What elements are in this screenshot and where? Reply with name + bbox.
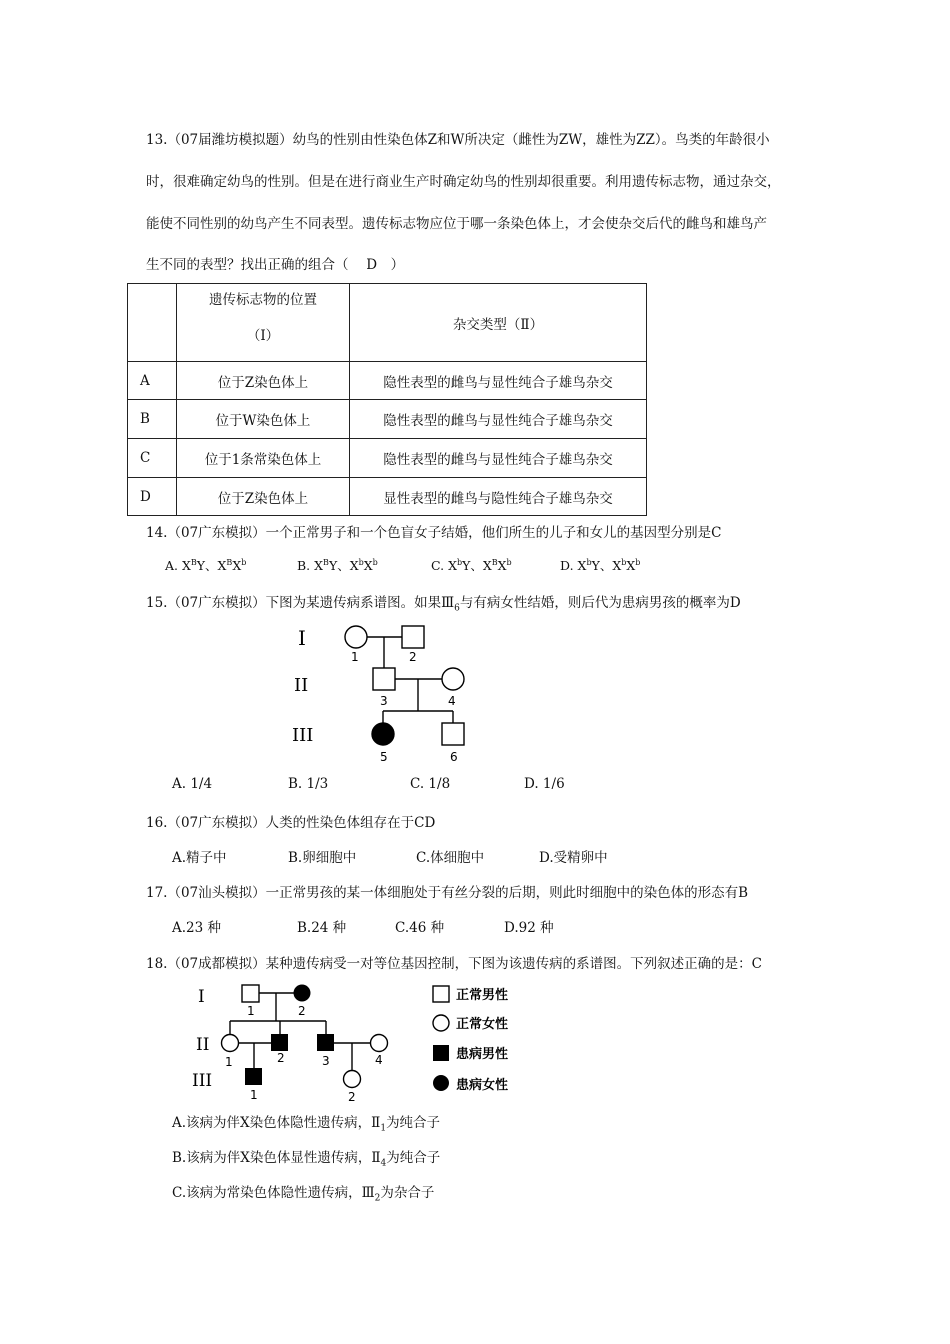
svg-text:6: 6 (450, 750, 458, 764)
q18-option-a: A.该病为伴X染色体隐性遗传病，$Ⅱ_1$为纯合子 (172, 1115, 441, 1134)
svg-text:1: 1 (250, 1088, 258, 1102)
pedigree-legend (433, 986, 508, 1093)
q15-stem: 15.（07广东模拟）下图为某遗传病系谱图。如果$Ⅲ_6$与有病女性结婚，则后代为患病男孩的概率为D (146, 595, 741, 614)
male-iii-6 (442, 723, 464, 745)
q17-stem: 17.（07汕头模拟）一正常男孩的某一体细胞处于有丝分裂的后期，则此时细胞中的染色体的形态有B (146, 885, 749, 901)
q15-option-a: A. 1/4 (172, 776, 213, 792)
q17-option-b: B.24 种 (297, 920, 347, 936)
svg-text:3: 3 (380, 694, 388, 708)
generation-label-iii: III (292, 725, 314, 746)
normal-male-legend-icon (433, 986, 449, 1002)
affected-female-legend-icon (433, 1075, 449, 1091)
q16-option-a: A.精子中 (172, 850, 227, 866)
q13-table (127, 283, 647, 516)
q14-option-d: D. $X^bY$、$X^bX^b$ (560, 557, 641, 573)
svg-text:2: 2 (409, 650, 417, 664)
q13-line3: 能使不同性别的幼鸟产生不同表型。遗传标志物应位于哪一条染色体上，才会使杂交后代的雌鸟和雄鸟产 (146, 216, 767, 232)
q18-option-c: C.该病为常染色体隐性遗传病，$Ⅲ_2$为杂合子 (172, 1185, 435, 1204)
affected-male-ii-2 (271, 1034, 288, 1051)
q14-option-c: C. $X^bY$、$X^BX^b$ (431, 557, 512, 573)
table-row: C 位于1条常染色体上 隐性表型的雌鸟与显性纯合子雄鸟杂交 (128, 439, 647, 478)
female-i-1 (345, 626, 367, 648)
svg-text:2: 2 (277, 1051, 285, 1065)
legend-affected-male: 患病男性 (456, 1047, 509, 1062)
affected-male-ii-3 (317, 1034, 334, 1051)
generation-label-i: I (298, 626, 306, 650)
q15-option-b: B. 1/3 (288, 776, 329, 792)
normal-male-i-1 (242, 985, 259, 1002)
q16-option-d: D.受精卵中 (539, 850, 608, 866)
svg-text:4: 4 (448, 694, 456, 708)
q15-option-d: D. 1/6 (524, 776, 565, 792)
q18-stem: 18.（07成都模拟）某种遗传病受一对等位基因控制，下图为该遗传病的系谱图。下列叙述正确的是：C (146, 956, 762, 972)
generation-label-ii: II (196, 1035, 210, 1055)
normal-female-ii-1 (222, 1035, 239, 1052)
table-row: A 位于Z染色体上 隐性表型的雌鸟与显性纯合子雄鸟杂交 (128, 362, 647, 400)
svg-text:3: 3 (322, 1054, 330, 1068)
affected-female-i-2 (294, 985, 311, 1002)
svg-text:2: 2 (298, 1004, 306, 1018)
table-header-position: 遗传标志物的位置 （Ⅰ） (177, 284, 350, 362)
svg-text:5: 5 (380, 750, 388, 764)
affected-female-iii-5 (372, 723, 394, 745)
male-ii-3 (373, 668, 395, 690)
q17-option-d: D.92 种 (504, 920, 554, 936)
legend-normal-male: 正常男性 (456, 988, 509, 1003)
svg-text:1: 1 (247, 1004, 255, 1018)
q18-option-b: B.该病为伴X染色体显性遗传病，$Ⅱ_4$为纯合子 (172, 1150, 441, 1169)
normal-female-legend-icon (433, 1015, 449, 1031)
male-i-2 (402, 626, 424, 648)
q17-option-a: A.23 种 (172, 920, 222, 936)
q16-option-c: C.体细胞中 (416, 850, 485, 866)
q13-line1: 13.（07届潍坊模拟题）幼鸟的性别由性染色体Z和W所决定（雌性为ZW，雄性为ZZ）。鸟类的年龄很小 (146, 132, 770, 148)
q13-line2: 时，很难确定幼鸟的性别。但是在进行商业生产时确定幼鸟的性别却很重要。利用遗传标志物，通过杂交， (146, 174, 781, 190)
female-ii-4 (442, 668, 464, 690)
q14-option-b: B. $X^BY$、$X^bX^b$ (297, 557, 378, 573)
legend-affected-female: 患病女性 (456, 1078, 509, 1093)
svg-text:1: 1 (225, 1055, 233, 1069)
table-header-cross-type: 杂交类型（Ⅱ） (350, 284, 647, 362)
q15-option-c: C. 1/8 (410, 776, 451, 792)
pedigree-chart-q15 (280, 615, 500, 770)
q17-option-c: C.46 种 (395, 920, 445, 936)
table-header-blank (128, 284, 177, 362)
q14-stem: 14.（07广东模拟）一个正常男子和一个色盲女子结婚，他们所生的儿子和女儿的基因型分别是C (146, 525, 722, 541)
table-row: B 位于W染色体上 隐性表型的雌鸟与显性纯合子雄鸟杂交 (128, 400, 647, 439)
normal-female-iii-2 (344, 1071, 361, 1088)
generation-label-ii: II (294, 675, 309, 696)
q16-option-b: B.卵细胞中 (288, 850, 357, 866)
table-row: D 位于Z染色体上 显性表型的雌鸟与隐性纯合子雄鸟杂交 (128, 478, 647, 516)
generation-label-i: I (198, 987, 205, 1007)
affected-male-legend-icon (433, 1045, 449, 1061)
normal-female-ii-4 (371, 1035, 388, 1052)
q16-stem: 16.（07广东模拟）人类的性染色体组存在于CD (146, 815, 436, 831)
svg-text:4: 4 (375, 1053, 383, 1067)
legend-normal-female: 正常女性 (456, 1017, 509, 1032)
svg-text:2: 2 (348, 1090, 356, 1104)
q13-line4: 生不同的表型？找出正确的组合（ D ） (146, 257, 405, 273)
pedigree-chart-q18 (190, 978, 530, 1106)
affected-male-iii-1 (245, 1068, 262, 1085)
q14-option-a: A. $X^BY$、$X^BX^b$ (165, 557, 247, 573)
generation-label-iii: III (192, 1071, 213, 1091)
svg-text:1: 1 (351, 650, 359, 664)
